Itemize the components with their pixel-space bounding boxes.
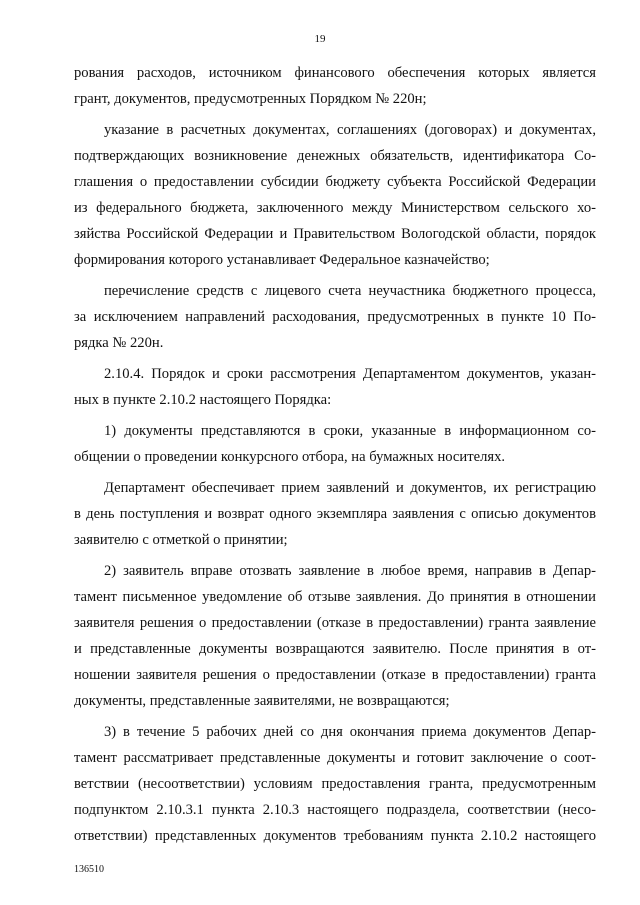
text-line: указание в расчетных документах, соглашениях (договорах) и документах, [104,122,596,138]
text-line: тамент рассматривает представленные документы и готовит заключение о соот- [74,750,596,766]
text-line: рядка № 220н. [74,335,164,351]
text-line: ных в пункте 2.10.2 настоящего Порядка: [74,392,332,408]
paragraph [74,361,596,413]
text-line: ветствии (несоответствии) условиям предоставления гранта, предусмотренным [74,776,596,792]
text-line: тамент письменное уведомление об отзыве заявления. До принятия в отношении [74,589,596,605]
document-code: 136510 [74,864,104,875]
paragraph [74,719,596,849]
paragraph [74,475,596,553]
text-line: за исключением направлений расходования, предусмотренных в пункте 10 По- [74,309,596,325]
paragraph [74,418,596,470]
text-line: 2.10.4. Порядок и сроки рассмотрения Департаментом документов, указан- [104,366,596,382]
text-line: подтверждающих возникновение денежных обязательств, идентификатора Со- [74,148,596,164]
text-line: перечисление средств с лицевого счета неучастника бюджетного процесса, [104,283,596,299]
paragraph [74,278,596,356]
text-line: 1) документы представляются в сроки, указанные в информационном со- [104,423,596,439]
text-line: рования расходов, источником финансового обеспечения которых является [74,65,596,81]
text-line: подпунктом 2.10.3.1 пункта 2.10.3 настоящего подраздела, соответствии (несо- [74,802,596,818]
text-line: из федерального бюджета, заключенного между Министерством сельского хо- [74,200,596,216]
text-line: заявителя решения о предоставлении (отказе в предоставлении) гранта заявление [74,615,596,631]
text-line: 2) заявитель вправе отозвать заявление в любое время, направив в Депар- [104,563,596,579]
text-line: в день поступления и возврат одного экземпляра заявления с описью документов [74,506,596,522]
text-line: зяйства Российской Федерации и Правительством Вологодской области, порядок [74,226,596,242]
text-line: грант, документов, предусмотренных Порядком № 220н; [74,91,427,107]
page-number: 19 [314,33,326,45]
text-line: общении о проведении конкурсного отбора, на бумажных носителях. [74,449,506,465]
text-line: заявителю с отметкой о принятии; [74,532,288,548]
paragraph [74,558,596,714]
paragraph [74,60,596,112]
text-line: документы, представленные заявителями, не возвращаются; [74,693,450,709]
text-line: ношении заявителя решения о предоставлении (отказе в предоставлении) гранта [74,667,596,683]
text-line: и представленные документы возвращаются заявителю. После принятия в от- [74,641,596,657]
paragraph [74,117,596,273]
text-line: ответствии) представленных документов требованиям пункта 2.10.2 настоящего [74,828,596,844]
text-line: 3) в течение 5 рабочих дней со дня окончания приема документов Депар- [104,724,596,740]
text-line: Департамент обеспечивает прием заявлений и документов, их регистрацию [104,480,596,496]
text-line: глашения о предоставлении субсидии бюджету субъекта Российской Федерации [74,174,596,190]
text-line: формирования которого устанавливает Федеральное казначейство; [74,252,490,268]
document-body [74,60,596,849]
